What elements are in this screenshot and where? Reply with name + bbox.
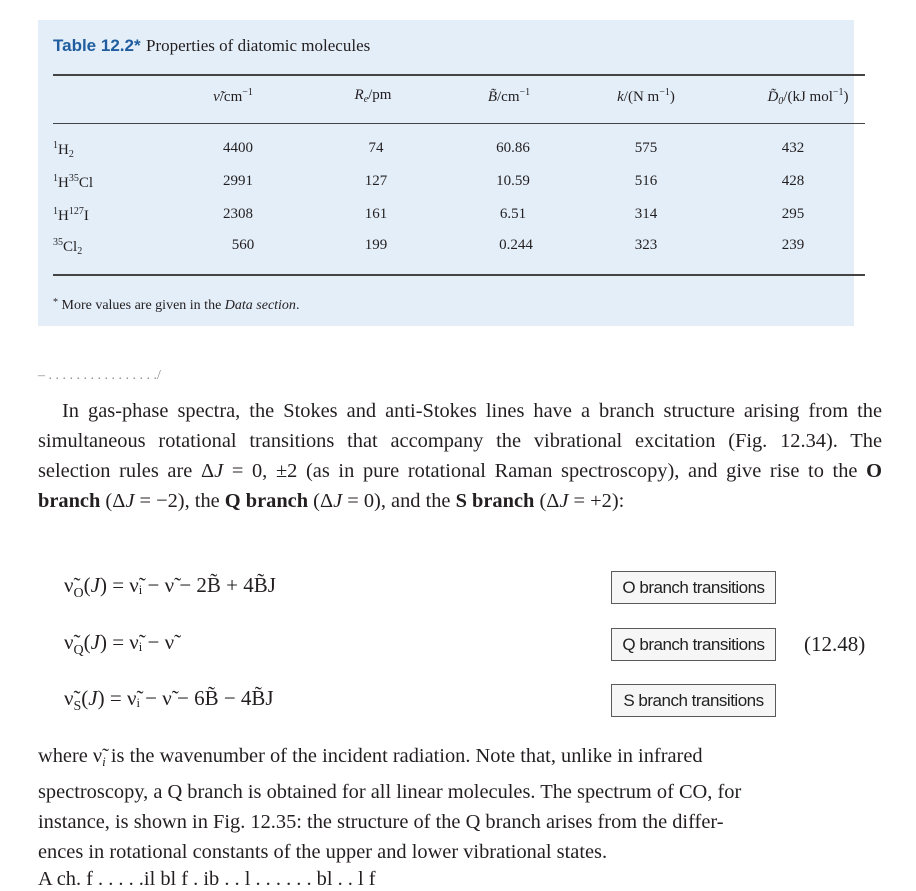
table-cell: 516 — [634, 173, 658, 189]
table-footnote: * More values are given in the Data section. — [53, 297, 300, 313]
body-paragraph-2: where ν̃i is the wavenumber of the incident radiation. Note that, unlike in infrared spectroscopy, a Q branch is obtained for all linear molecules. The spectrum of CO, for instance, is shown in Fig. 12.35: the structure of the Q branch arises from the differ- ences in rotational constants of the upper and lower vibrational states. — [38, 745, 742, 863]
table-cell: 6.51 — [499, 206, 527, 222]
table-cell: 314 — [634, 206, 658, 222]
table-cell: 60.86 — [496, 140, 530, 156]
molecule-label: $^1H_2$ — [53, 140, 74, 160]
clipped-text-line: – . . . . . . . . . . . . . . . ./ — [38, 368, 161, 383]
molecule-label: $^1H^{35}Cl$ — [53, 173, 94, 191]
s-branch-label-box: S branch transitions — [611, 684, 776, 717]
table-cell: 2308 — [223, 206, 253, 222]
body-paragraph: In gas-phase spectra, the Stokes and anti-Stokes lines have a branch structure arising from the simultaneous rotational transitions that accompany the vibrational excitation (Fig. 12.34). The selection rules are ΔJ = 0, ±2 (as in pure rotational Raman spectroscopy), and give rise to the O branch (ΔJ = −2), the Q branch (ΔJ = 0), and the S branch (ΔJ = +2): — [38, 400, 882, 512]
table-cell: 10.59 — [496, 173, 530, 189]
table-cell: 560 — [231, 237, 255, 253]
table-cell: 295 — [781, 206, 805, 222]
table-cell: 199 — [364, 237, 388, 253]
table-cell: 74 — [368, 140, 384, 156]
col-header-rotational-constant: $B̃/cm^{-1}$ — [487, 87, 531, 105]
table-cell: 432 — [781, 140, 805, 156]
table-cell: 428 — [781, 173, 805, 189]
o-branch-term: O branch — [38, 460, 882, 512]
equation-o-branch: $\nũ_O(J)$ = ν̃ᵢ − ν̃ − 2B̃ + 4B̃J — [64, 573, 276, 601]
table-cell: 161 — [364, 206, 388, 222]
table-top-rule — [53, 74, 865, 76]
clipped-bottom-line: A ch. f . . . . .il bl f . ib . . l . . . . . . bl . . l f — [38, 868, 376, 890]
table-cell: 127 — [364, 173, 388, 189]
table-cell: 2991 — [223, 173, 253, 189]
q-branch-label-box: Q branch transitions — [611, 628, 776, 661]
table-cell: 239 — [781, 237, 805, 253]
table-title: Properties of diatomic molecules — [145, 36, 371, 55]
equation-s-branch: $\nũ_S(J)$ = ν̃ᵢ − ν̃ − 6B̃ − 4B̃J — [64, 686, 274, 714]
table-cell: 4400 — [223, 140, 253, 156]
table-cell: 575 — [634, 140, 658, 156]
table-panel — [38, 20, 854, 326]
table-header-rule — [53, 123, 865, 124]
col-header-force-constant: k/(N $m^{-1}$) — [617, 87, 675, 105]
molecule-label: $^{35}Cl_2$ — [53, 237, 83, 257]
table-cell: 0.244 — [499, 237, 533, 253]
s-branch-term: S branch — [455, 490, 535, 512]
equation-number: (12.48) — [804, 632, 866, 656]
o-branch-label-box: O branch transitions — [611, 571, 776, 604]
table-bottom-rule — [53, 274, 865, 276]
table-number: Table 12.2* — [53, 36, 141, 55]
col-header-bond-length: $R_e/pm$ — [354, 87, 392, 105]
col-header-wavenumber: $\nũ/cm^{-1}$ — [213, 87, 253, 105]
table-caption — [53, 35, 370, 57]
molecule-label: $^1H^{127}I$ — [53, 206, 89, 224]
q-branch-term: Q branch — [224, 490, 309, 512]
col-header-dissociation-energy: $D̃_0/(kJ$ mol$^{-1}$) — [767, 87, 849, 107]
table-cell: 323 — [634, 237, 658, 253]
equation-q-branch: $\nũ_Q(J)$ = ν̃ᵢ − ν̃ — [64, 630, 175, 658]
